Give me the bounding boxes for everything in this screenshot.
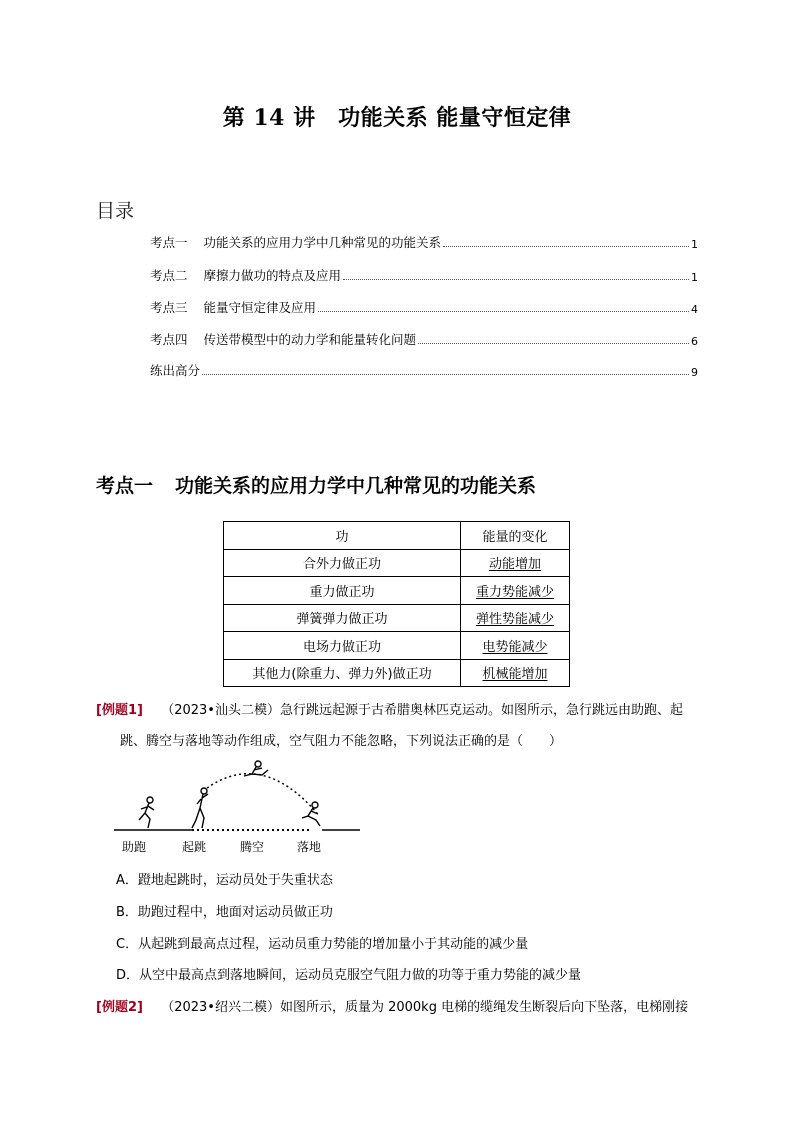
- table-cell: 合外力做正功: [224, 549, 461, 577]
- table-cell: [461, 549, 570, 577]
- toc-heading: 目录: [96, 200, 135, 222]
- toc-item-2[interactable]: [150, 266, 698, 284]
- toc-item-label: 考点四: [150, 332, 188, 347]
- table-cell: [461, 577, 570, 605]
- table-cell: 电场力做正功: [224, 632, 461, 660]
- work-energy-table: [223, 521, 570, 687]
- figure-label-landing: 落地: [297, 840, 322, 854]
- example1-tag: [例题1]: [96, 703, 143, 718]
- table-cell: [461, 604, 570, 632]
- airborne-icon: [244, 761, 268, 776]
- table-cell-text: 弹性势能减少: [475, 612, 554, 628]
- example1-line2: 跳、腾空与落地等动作组成，空气阻力不能忽略，下列说法正确的是（ ）: [120, 734, 563, 749]
- toc-leader-dots: [418, 343, 689, 344]
- toc-leader-dots: [202, 374, 689, 375]
- long-jump-figure: [112, 758, 362, 858]
- toc-leader-dots: [318, 311, 689, 312]
- option-a[interactable]: A．蹬地起跳时，运动员处于失重状态: [116, 873, 333, 888]
- toc-item-5[interactable]: [150, 361, 698, 379]
- table-header-row: [224, 522, 570, 550]
- page-title: 第 14 讲 功能关系 能量守恒定律: [222, 105, 572, 131]
- example1-text: （2023•汕头二模）急行跳远起源于古希腊奥林匹克运动。如图所示，急行跳远由助跑、起: [161, 703, 683, 718]
- example2-text: （2023•绍兴二模）如图所示，质量为 2000kg 电梯的缆绳发生断裂后向下坠落，电梯刚接: [161, 1000, 689, 1015]
- toc-item-page: 4: [691, 303, 698, 316]
- section-label: 考点一: [96, 475, 154, 497]
- toc-item-3[interactable]: [150, 298, 698, 316]
- toc-item-text: 传送带模型中的动力学和能量转化问题: [203, 332, 417, 347]
- option-d[interactable]: D．从空中最高点到落地瞬间，运动员克服空气阻力做的功等于重力势能的减少量: [116, 968, 582, 983]
- toc-item-text: 摩擦力做功的特点及应用: [203, 268, 342, 283]
- section-heading: [96, 471, 536, 498]
- table-row: [224, 577, 570, 605]
- figure-label-run: 助跑: [122, 840, 147, 854]
- toc-item-text: 能量守恒定律及应用: [203, 300, 317, 315]
- toc-item-page: 9: [691, 366, 698, 379]
- example2-line1: [96, 996, 688, 1015]
- toc-item-1[interactable]: [150, 233, 698, 251]
- table-cell-text: 重力势能减少: [475, 584, 554, 600]
- table-cell: [461, 632, 570, 660]
- table-cell: 其他力(除重力、弹力外)做正功: [224, 659, 461, 687]
- toc-item-label: 练出高分: [150, 363, 201, 378]
- option-b[interactable]: B．助跑过程中，地面对运动员做正功: [116, 905, 333, 920]
- toc-item-text: 功能关系的应用力学中几种常见的功能关系: [203, 235, 442, 250]
- section-title: 功能关系的应用力学中几种常见的功能关系: [175, 475, 537, 497]
- table-row: [224, 632, 570, 660]
- toc-item-label: 考点三: [150, 300, 188, 315]
- toc-leader-dots: [443, 246, 689, 247]
- table-cell-text: 动能增加: [488, 557, 541, 573]
- figure-label-takeoff: 起跳: [182, 840, 207, 854]
- table-row: [224, 549, 570, 577]
- table-cell-text: 电势能减少: [482, 639, 548, 655]
- table-row: [224, 604, 570, 632]
- trajectory-arc: [207, 774, 317, 813]
- table-cell: 弹簧弹力做正功: [224, 604, 461, 632]
- table-cell: [461, 659, 570, 687]
- toc-item-4[interactable]: [150, 330, 698, 348]
- figure-label-air: 腾空: [240, 840, 265, 854]
- table-cell: 重力做正功: [224, 577, 461, 605]
- toc-item-page: 6: [691, 335, 698, 348]
- example2-tag: [例题2]: [96, 1000, 143, 1015]
- table-cell-text: 机械能增加: [482, 667, 548, 683]
- option-c[interactable]: C．从起跳到最高点过程，运动员重力势能的增加量小于其动能的减少量: [116, 937, 529, 952]
- toc-item-page: 1: [691, 238, 698, 251]
- toc-item-page: 1: [691, 271, 698, 284]
- table-header-cell: 功: [224, 522, 461, 550]
- runner-icon: [139, 797, 154, 828]
- example1-line1: [96, 699, 683, 718]
- takeoff-icon: [192, 788, 208, 828]
- table-row: [224, 659, 570, 687]
- toc-leader-dots: [343, 279, 689, 280]
- toc-item-label: 考点二: [150, 268, 188, 283]
- table-header-cell: 能量的变化: [461, 522, 570, 550]
- toc-item-label: 考点一: [150, 235, 188, 250]
